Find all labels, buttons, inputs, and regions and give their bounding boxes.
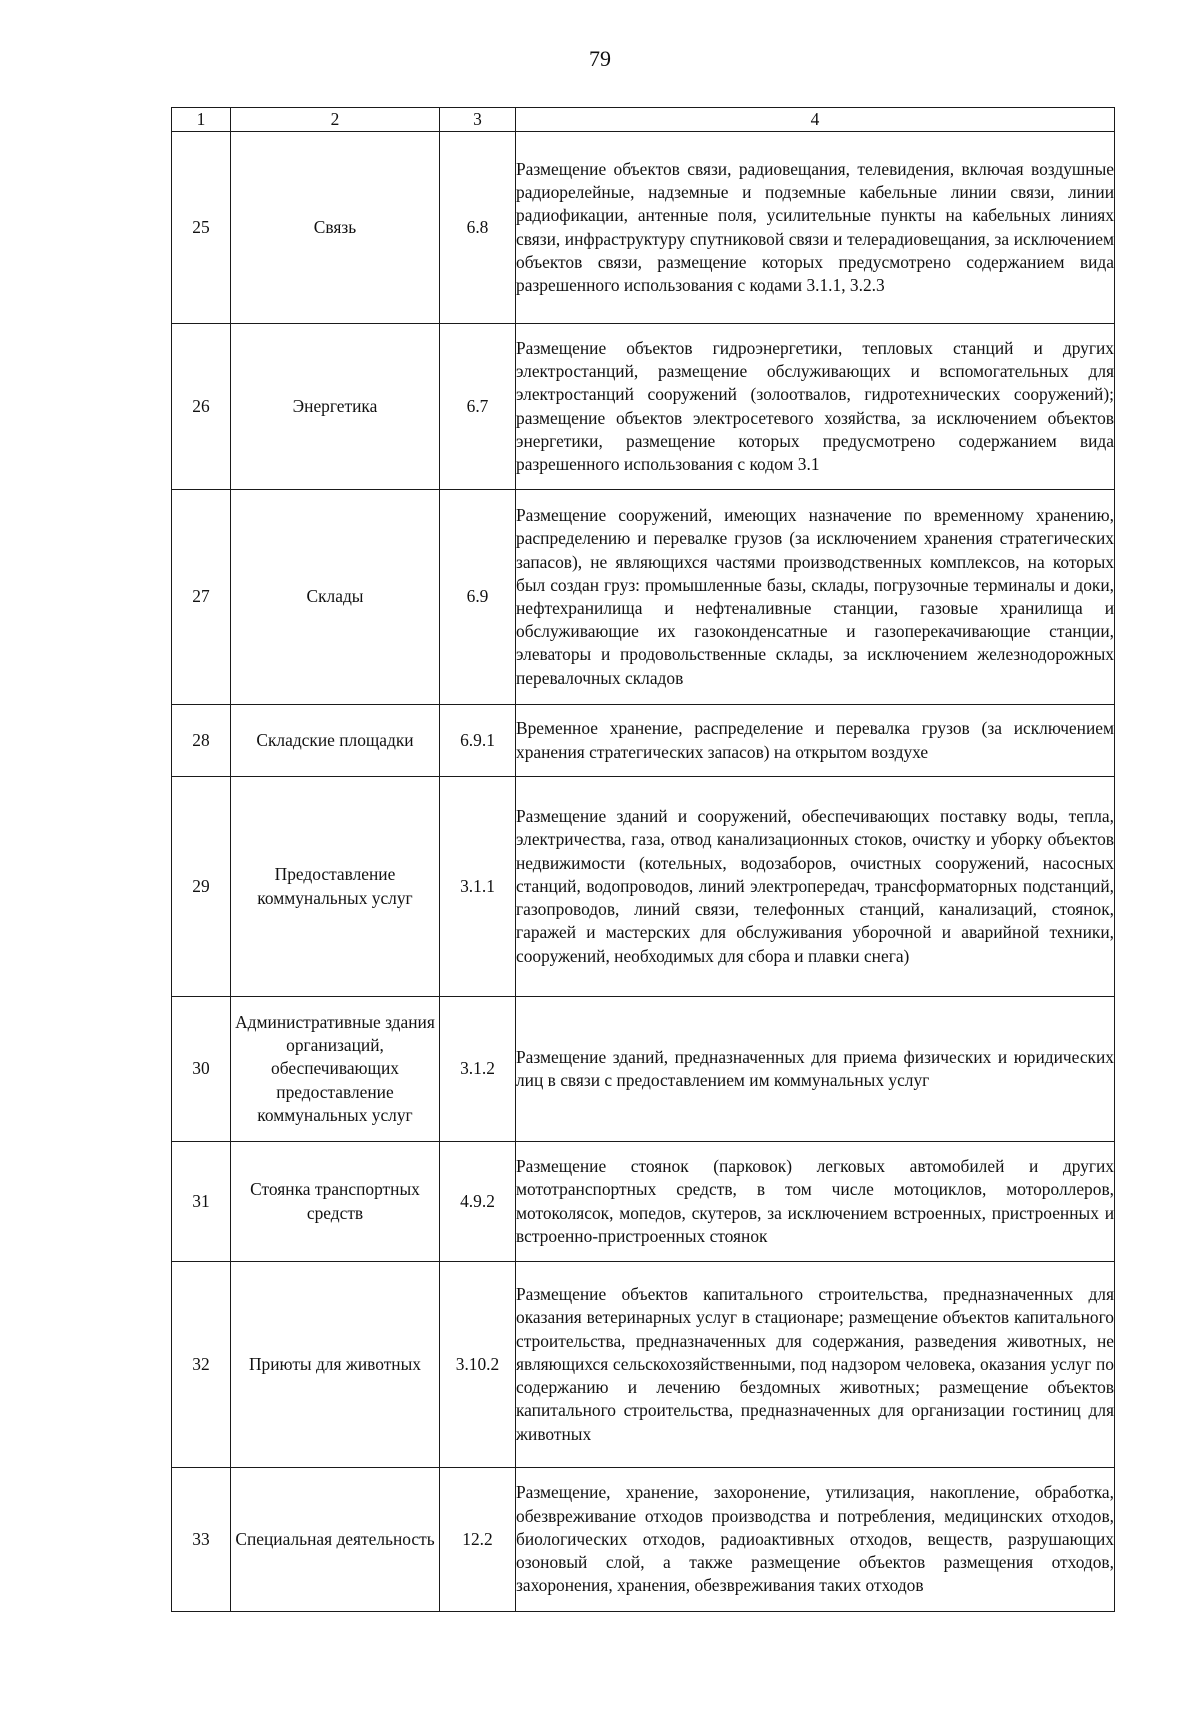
use-type-name: Приюты для животных xyxy=(231,1262,440,1468)
use-type-code: 6.7 xyxy=(440,324,516,490)
use-type-name: Энергетика xyxy=(231,324,440,490)
use-type-name: Стоянка транспортных средств xyxy=(231,1142,440,1262)
use-type-name: Специальная деятельность xyxy=(231,1468,440,1612)
column-header-code: 3 xyxy=(440,108,516,132)
column-header-name: 2 xyxy=(231,108,440,132)
use-type-code: 3.1.1 xyxy=(440,777,516,997)
use-type-description: Размещение сооружений, имеющих назначение по временному хранению, распределению и перевалке грузов (за исключением хранения стратегических запасов), не являющихся частями производственных комплексов, на которых был создан груз: промышленные базы, склады, погрузочные терминалы и доки, нефтехранилища и нефтеналивные станции, газовые хранилища и обслуживающие их газоконденсатные и газоперекачивающие станции, элеваторы и продовольственные склады, за исключением железнодорожных перевалочных складов xyxy=(516,490,1115,705)
table-row xyxy=(172,997,1115,1142)
use-type-name: Предоставление коммунальных услуг xyxy=(231,777,440,997)
use-type-code: 6.8 xyxy=(440,132,516,324)
table-row xyxy=(172,490,1115,705)
table-row xyxy=(172,132,1115,324)
row-number: 32 xyxy=(172,1262,231,1468)
table-row xyxy=(172,1468,1115,1612)
use-type-name: Складские площадки xyxy=(231,705,440,777)
use-type-name: Склады xyxy=(231,490,440,705)
column-header-description: 4 xyxy=(516,108,1115,132)
use-type-description: Размещение объектов капитального строительства, предназначенных для оказания ветеринарных услуг в стационаре; размещение объектов капитального строительства, предназначенных для содержания, разведения животных, не являющихся сельскохозяйственными, под надзором человека, оказания услуг по содержанию и лечению бездомных животных; размещение объектов капитального строительства, предназначенных для организации гостиниц для животных xyxy=(516,1262,1115,1468)
row-number: 31 xyxy=(172,1142,231,1262)
table-row xyxy=(172,1262,1115,1468)
table-row xyxy=(172,705,1115,777)
table-row xyxy=(172,1142,1115,1262)
use-type-description: Размещение, хранение, захоронение, утилизация, накопление, обработка, обезвреживание отходов производства и потребления, медицинских отходов, биологических отходов, радиоактивных отходов, веществ, разрушающих озоновый слой, а также размещение объектов размещения отходов, захоронения, хранения, обезвреживания таких отходов xyxy=(516,1468,1115,1612)
land-use-table xyxy=(171,107,1115,1612)
use-type-description: Размещение объектов связи, радиовещания, телевидения, включая воздушные радиорелейные, надземные и подземные кабельные линии связи, линии радиофикации, антенные поля, усилительные пункты на кабельных линиях связи, инфраструктуру спутниковой связи и телерадиовещания, за исключением объектов связи, размещение которых предусмотрено содержанием вида разрешенного использования с кодами 3.1.1, 3.2.3 xyxy=(516,132,1115,324)
table-row xyxy=(172,777,1115,997)
use-type-code: 6.9.1 xyxy=(440,705,516,777)
use-type-code: 6.9 xyxy=(440,490,516,705)
use-type-name: Административные здания организаций, обеспечивающих предоставление коммунальных услуг xyxy=(231,997,440,1142)
row-number: 26 xyxy=(172,324,231,490)
column-header-number: 1 xyxy=(172,108,231,132)
use-type-description: Размещение зданий, предназначенных для приема физических и юридических лиц в связи с предоставлением им коммунальных услуг xyxy=(516,997,1115,1142)
row-number: 25 xyxy=(172,132,231,324)
use-type-code: 3.1.2 xyxy=(440,997,516,1142)
page-number: 79 xyxy=(589,46,611,71)
use-type-code: 12.2 xyxy=(440,1468,516,1612)
use-type-name: Связь xyxy=(231,132,440,324)
row-number: 29 xyxy=(172,777,231,997)
use-type-description: Размещение объектов гидроэнергетики, тепловых станций и других электростанций, размещение обслуживающих и вспомогательных для электростанций сооружений (золоотвалов, гидротехнических сооружений); размещение объектов электросетевого хозяйства, за исключением объектов энергетики, размещение которых предусмотрено содержанием вида разрешенного использования с кодом 3.1 xyxy=(516,324,1115,490)
row-number: 28 xyxy=(172,705,231,777)
use-type-description: Размещение стоянок (парковок) легковых автомобилей и других мототранспортных средств, в том числе мотоциклов, мотороллеров, мотоколясок, мопедов, скутеров, за исключением встроенных, пристроенных и встроенно-пристроенных стоянок xyxy=(516,1142,1115,1262)
table-header-row xyxy=(172,108,1115,132)
row-number: 27 xyxy=(172,490,231,705)
use-type-description: Временное хранение, распределение и перевалка грузов (за исключением хранения стратегических запасов) на открытом воздухе xyxy=(516,705,1115,777)
use-type-description: Размещение зданий и сооружений, обеспечивающих поставку воды, тепла, электричества, газа, отвод канализационных стоков, очистку и уборку объектов недвижимости (котельных, водозаборов, очистных сооружений, насосных станций, водопроводов, линий электропередач, трансформаторных подстанций, газопроводов, линий связи, телефонных станций, канализаций, стоянок, гаражей и мастерских для обслуживания уборочной и аварийной техники, сооружений, необходимых для сбора и плавки снега) xyxy=(516,777,1115,997)
use-type-code: 3.10.2 xyxy=(440,1262,516,1468)
table-row xyxy=(172,324,1115,490)
row-number: 33 xyxy=(172,1468,231,1612)
use-type-code: 4.9.2 xyxy=(440,1142,516,1262)
row-number: 30 xyxy=(172,997,231,1142)
